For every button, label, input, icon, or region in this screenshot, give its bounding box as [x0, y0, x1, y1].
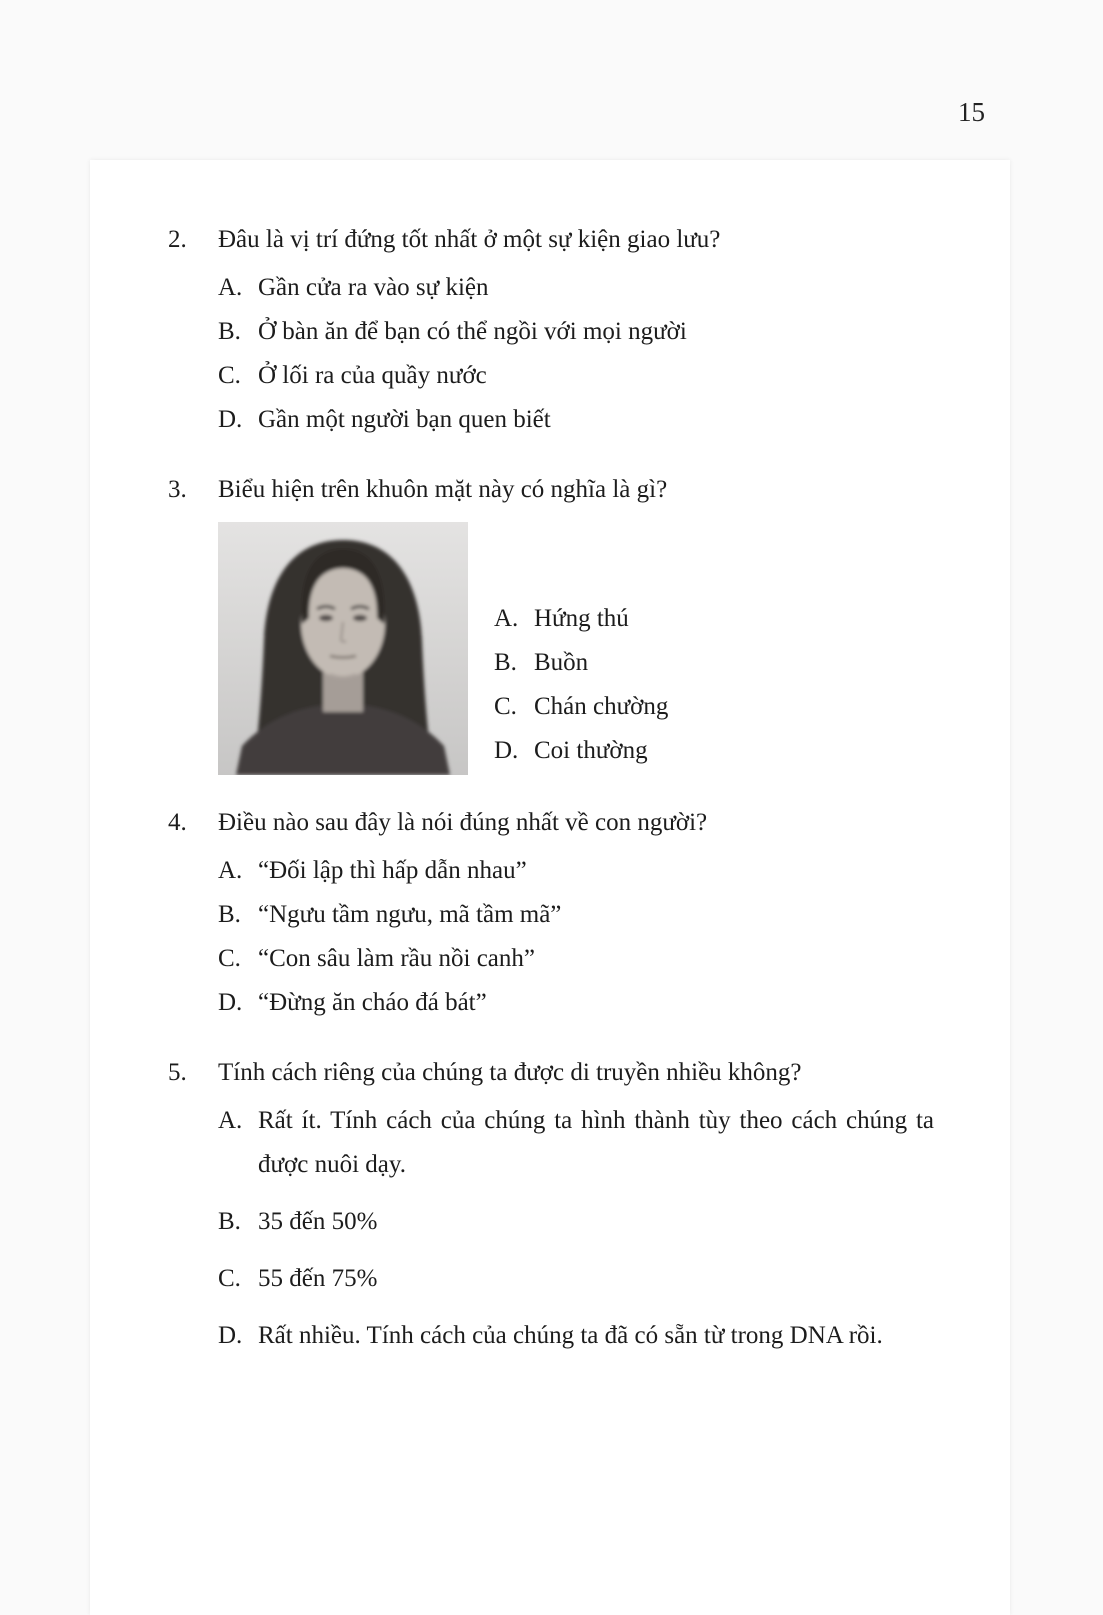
option-label: A. — [218, 274, 243, 301]
option-text: 55 đến 75% — [258, 1265, 378, 1292]
option-row — [494, 685, 668, 729]
option-row — [218, 1099, 934, 1187]
question-2 — [168, 218, 934, 442]
page-number: 15 — [958, 97, 985, 127]
option-text: Gần cửa ra vào sự kiện — [258, 274, 489, 301]
question-text: Tính cách riêng của chúng ta được di truyền nhiều không? — [218, 1059, 802, 1086]
option-label: C. — [218, 945, 241, 972]
option-text: Rất ít. Tính cách của chúng ta hình thành tùy theo cách chúng ta được nuôi dạy. — [258, 1107, 934, 1178]
option-label: A. — [218, 1107, 243, 1134]
woman-face-photo — [218, 522, 468, 775]
option-row — [218, 354, 934, 398]
option-row — [218, 981, 934, 1025]
option-label: C. — [218, 1265, 241, 1292]
option-row — [494, 729, 668, 773]
question-text: Đâu là vị trí đứng tốt nhất ở một sự kiện giao lưu? — [218, 226, 721, 253]
option-label: D. — [494, 737, 519, 764]
option-label: A. — [494, 605, 519, 632]
option-text: Rất nhiều. Tính cách của chúng ta đã có sẵn từ trong DNA rồi. — [258, 1322, 883, 1349]
option-label: D. — [218, 406, 243, 433]
page-content — [90, 160, 1010, 1371]
question-text: Điều nào sau đây là nói đúng nhất về con người? — [218, 809, 708, 836]
option-label: C. — [494, 693, 517, 720]
question-number: 4. — [168, 809, 187, 836]
option-row — [494, 641, 668, 685]
option-label: D. — [218, 989, 243, 1016]
mouth — [330, 656, 356, 658]
option-row — [218, 1314, 934, 1358]
question-4 — [168, 801, 934, 1025]
option-row — [218, 266, 934, 310]
right-eye — [353, 615, 367, 621]
option-text: Hứng thú — [534, 605, 629, 632]
option-text: Chán chường — [534, 693, 669, 720]
option-row — [218, 1257, 934, 1301]
option-row — [218, 398, 934, 442]
option-row — [218, 1200, 934, 1244]
option-text: “Con sâu làm rầu nồi canh” — [258, 945, 535, 972]
option-text: “Đừng ăn cháo đá bát” — [258, 989, 487, 1016]
question-number: 3. — [168, 476, 187, 503]
question-text: Biểu hiện trên khuôn mặt này có nghĩa là gì? — [218, 476, 668, 503]
woman-portrait-illustration — [218, 522, 468, 775]
option-text: Ở bàn ăn để bạn có thể ngồi với mọi người — [258, 318, 687, 345]
option-text: Ở lối ra của quầy nước — [258, 362, 487, 389]
option-text: Gần một người bạn quen biết — [258, 406, 551, 433]
option-label: B. — [218, 901, 241, 928]
option-text: 35 đến 50% — [258, 1208, 378, 1235]
option-row — [218, 310, 934, 354]
photo-and-options — [218, 522, 934, 775]
option-label: A. — [218, 857, 243, 884]
question-5 — [168, 1051, 934, 1371]
option-row — [218, 937, 934, 981]
question-number: 2. — [168, 226, 187, 253]
option-text: Buồn — [534, 649, 589, 676]
left-eye — [319, 615, 333, 621]
option-text: “Ngưu tầm ngưu, mã tầm mã” — [258, 901, 562, 928]
option-label: B. — [494, 649, 517, 676]
option-row — [494, 597, 668, 641]
option-row — [218, 893, 934, 937]
option-row — [218, 849, 934, 893]
option-label: B. — [218, 1208, 241, 1235]
option-label: C. — [218, 362, 241, 389]
book-page — [90, 160, 1010, 1615]
question-number: 5. — [168, 1059, 187, 1086]
option-text: Coi thường — [534, 737, 648, 764]
option-label: D. — [218, 1322, 243, 1349]
question-3 — [168, 468, 934, 775]
option-label: B. — [218, 318, 241, 345]
question-3-options — [494, 597, 668, 775]
option-text: “Đối lập thì hấp dẫn nhau” — [258, 857, 527, 884]
